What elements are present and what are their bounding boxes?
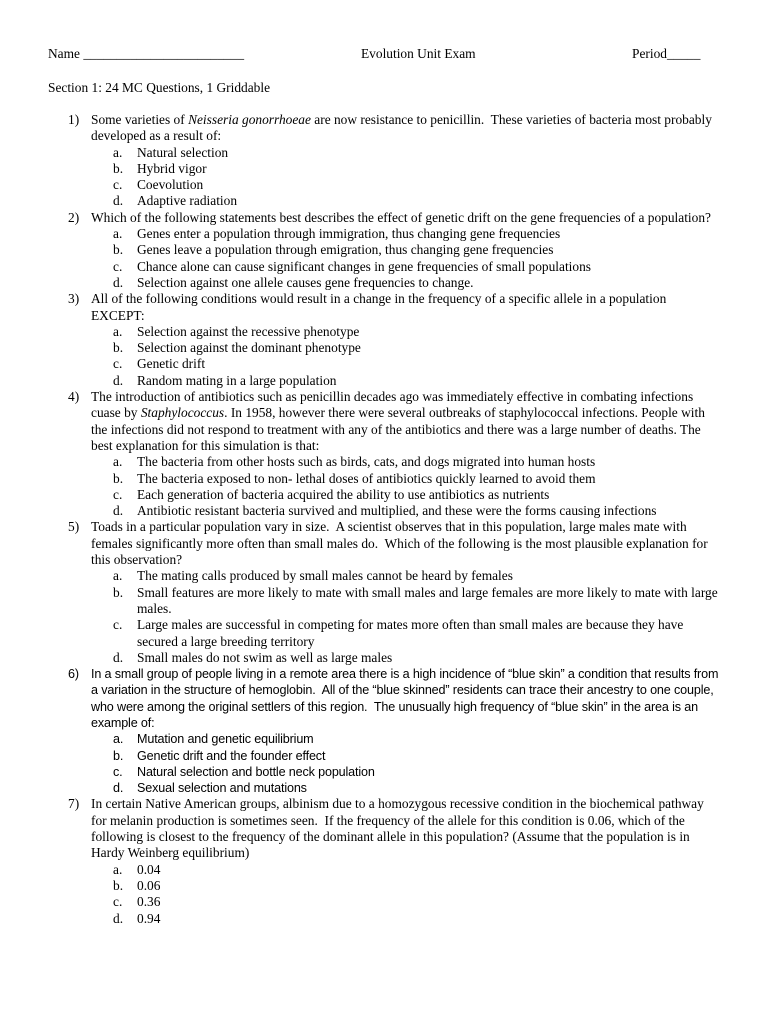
option-text: The bacteria from other hosts such as birds, cats, and dogs migrated into human hosts	[137, 454, 596, 470]
option-text: Genetic drift	[137, 356, 206, 372]
question-number: 5)	[68, 519, 80, 535]
question-item	[48, 796, 720, 926]
option-letter: a.	[113, 144, 123, 160]
question-item	[48, 291, 720, 389]
option-letter: c.	[113, 356, 123, 372]
option-letter: a.	[113, 568, 123, 584]
option-letter: a.	[113, 323, 123, 339]
exam-title: Evolution Unit Exam	[361, 46, 476, 61]
answer-option	[91, 193, 720, 209]
option-text: Chance alone can cause significant changes in gene frequencies of small populations	[137, 258, 592, 274]
option-letter: d.	[113, 910, 124, 926]
option-text: Mutation and genetic equilibrium	[137, 732, 314, 747]
option-letter: b.	[113, 242, 124, 258]
question-number: 7)	[68, 796, 80, 812]
answer-options	[91, 454, 720, 519]
section-heading: Section 1: 24 MC Questions, 1 Griddable	[48, 80, 271, 95]
answer-option	[91, 503, 720, 519]
option-text: The mating calls produced by small males cannot be heard by females	[137, 568, 513, 584]
option-text: Small features are more likely to mate with small males and large females are more likely to mate with large males.	[137, 584, 718, 616]
answer-options	[91, 862, 720, 927]
option-text: 0.94	[137, 910, 161, 926]
question-item	[48, 112, 720, 210]
answer-option	[91, 617, 720, 650]
answer-option	[91, 568, 720, 584]
answer-option	[91, 894, 720, 910]
answer-option	[91, 259, 720, 275]
answer-options	[91, 568, 720, 666]
answer-option	[91, 226, 720, 242]
answer-option	[91, 145, 720, 161]
question-stem: In a small group of people living in a remote area there is a high incidence of “blue skin” a condition that results from a variation in the structure of hemoglobin. All of the “blue skinned” residents can trace their ancestry to one couple, who were among the original settlers of this region. The unusually high frequency of “blue skin” in the area is an example of:	[91, 667, 719, 730]
answer-option	[91, 487, 720, 503]
question-item	[48, 389, 720, 519]
option-letter: d.	[113, 193, 124, 209]
option-letter: c.	[113, 617, 123, 633]
option-letter: c.	[113, 764, 123, 779]
option-letter: d.	[113, 274, 124, 290]
answer-option	[91, 177, 720, 193]
answer-options	[91, 145, 720, 210]
option-text: Natural selection and bottle neck population	[137, 764, 375, 779]
name-field-label: Name ________________________	[48, 46, 245, 61]
question-stem: All of the following conditions would result in a change in the frequency of a specific allele in a population EXCEPT:	[91, 291, 667, 323]
answer-option	[91, 161, 720, 177]
answer-option	[91, 650, 720, 666]
option-text: 0.04	[137, 861, 161, 877]
question-number: 6)	[68, 667, 79, 682]
answer-option	[91, 275, 720, 291]
option-text: Coevolution	[137, 177, 204, 193]
option-text: 0.06	[137, 877, 161, 893]
option-letter: d.	[113, 781, 124, 796]
answer-option	[91, 373, 720, 389]
option-text: Selection against the dominant phenotype	[137, 340, 361, 356]
question-item	[48, 210, 720, 291]
answer-option	[91, 780, 720, 796]
option-letter: c.	[113, 258, 123, 274]
question-item	[48, 666, 720, 796]
option-letter: a.	[113, 226, 123, 242]
option-letter: d.	[113, 503, 124, 519]
option-text: Genetic drift and the founder effect	[137, 748, 326, 763]
question-stem: Toads in a particular population vary in size. A scientist observes that in this population, large males mate with females significantly more often than small males do. Which of the following is the most plausible explanation for this observation?	[91, 519, 708, 568]
option-letter: c.	[113, 894, 123, 910]
exam-header	[48, 46, 720, 64]
option-text: Random mating in a large population	[137, 372, 337, 388]
answer-option	[91, 324, 720, 340]
option-letter: c.	[113, 177, 123, 193]
answer-option	[91, 585, 720, 618]
option-letter: b.	[113, 748, 124, 763]
option-letter: a.	[113, 454, 123, 470]
option-letter: a.	[113, 861, 123, 877]
option-text: Antibiotic resistant bacteria survived and multiplied, and these were the forms causing infections	[137, 503, 657, 519]
answer-option	[91, 242, 720, 258]
question-stem: Which of the following statements best describes the effect of genetic drift on the gene frequencies of a population?	[91, 209, 711, 225]
question-stem: The introduction of antibiotics such as penicillin decades ago was immediately effective in combating infections cuase by Staphylococcus. In 1958, however there were several outbreaks of staphylococcal infections. People with the infections did not respond to treatment with any of the antibiotics and there was a large number of deaths. The best explanation for this simulation is that:	[91, 389, 705, 453]
option-text: 0.36	[137, 894, 161, 910]
option-text: Each generation of bacteria acquired the ability to use antibiotics as nutrients	[137, 486, 550, 502]
answer-option	[91, 878, 720, 894]
question-list	[48, 112, 720, 927]
answer-option	[91, 356, 720, 372]
question-number: 1)	[68, 112, 80, 127]
option-letter: b.	[113, 160, 124, 176]
option-text: Adaptive radiation	[137, 193, 238, 209]
answer-option	[91, 748, 720, 764]
option-text: The bacteria exposed to non- lethal doses of antibiotics quickly learned to avoid them	[137, 470, 596, 486]
option-text: Small males do not swim as well as large males	[137, 649, 393, 665]
option-text: Large males are successful in competing for mates more often than small males are because they have secured a large breeding territory	[137, 617, 684, 649]
option-letter: d.	[113, 372, 124, 388]
option-text: Hybrid vigor	[137, 160, 207, 176]
option-letter: b.	[113, 584, 124, 600]
option-letter: a.	[113, 732, 124, 747]
answer-option	[91, 862, 720, 878]
option-text: Selection against one allele causes gene frequencies to change.	[137, 274, 474, 290]
answer-option	[91, 731, 720, 747]
answer-option	[91, 454, 720, 470]
option-text: Sexual selection and mutations	[137, 781, 307, 796]
answer-options	[91, 226, 720, 291]
question-number: 3)	[68, 291, 80, 307]
answer-options	[91, 731, 720, 796]
answer-option	[91, 764, 720, 780]
answer-option	[91, 471, 720, 487]
question-stem: In certain Native American groups, albinism due to a homozygous recessive condition in the biochemical pathway for melanin production is sometimes seen. If the frequency of the allele for this condition is 0.06, which of the following is closest to the frequency of the dominant allele in this population? (Assume that the population is in Hardy Weinberg equilibrium)	[91, 796, 704, 861]
question-number: 2)	[68, 209, 80, 225]
option-letter: b.	[113, 470, 124, 486]
answer-option	[91, 911, 720, 927]
option-text: Genes leave a population through emigration, thus changing gene frequencies	[137, 242, 554, 258]
period-field-label: Period_____	[632, 46, 701, 61]
option-letter: b.	[113, 340, 124, 356]
question-number: 4)	[68, 389, 80, 405]
option-letter: b.	[113, 877, 124, 893]
answer-option	[91, 340, 720, 356]
option-letter: d.	[113, 649, 124, 665]
answer-options	[91, 324, 720, 389]
question-item	[48, 519, 720, 666]
option-text: Natural selection	[137, 144, 229, 160]
option-letter: c.	[113, 486, 123, 502]
option-text: Selection against the recessive phenotype	[137, 323, 360, 339]
question-stem: Some varieties of Neisseria gonorrhoeae are now resistance to penicillin. These varieties of bacteria most probably developed as a result of:	[91, 112, 712, 144]
option-text: Genes enter a population through immigration, thus changing gene frequencies	[137, 226, 561, 242]
